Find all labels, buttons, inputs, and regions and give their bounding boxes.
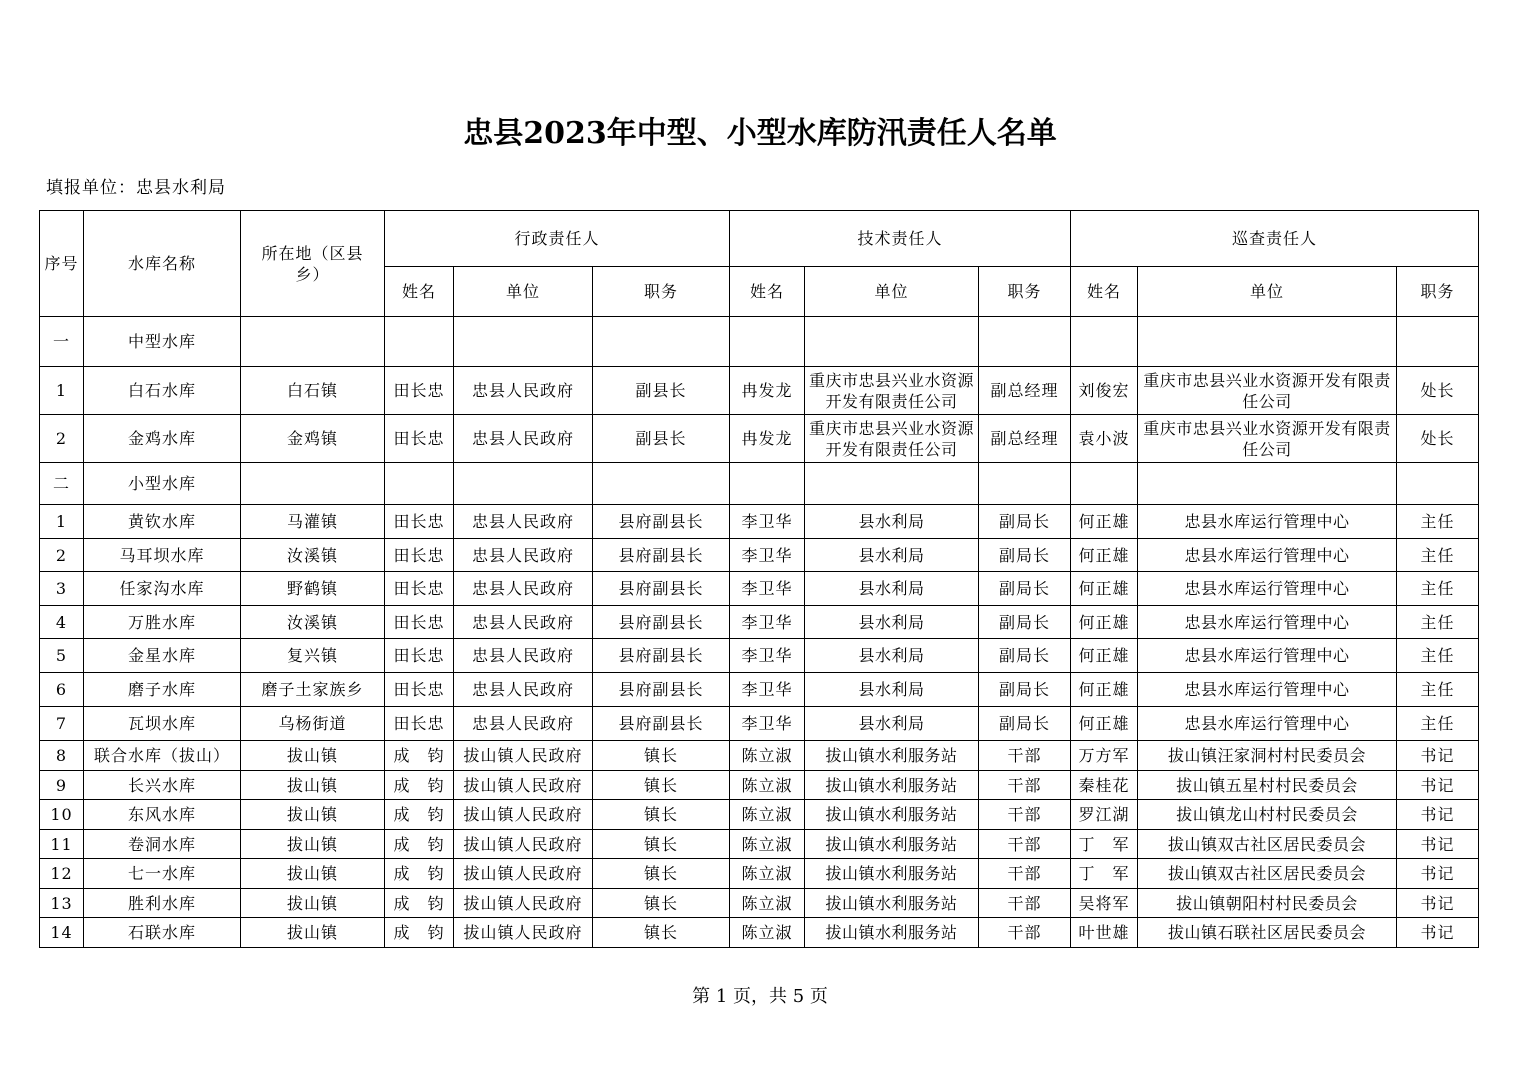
patrol-person: 丁 军: [1071, 859, 1138, 889]
tech-person: 李卫华: [730, 572, 805, 606]
header-tech-duty: 职务: [979, 267, 1071, 317]
patrol-unit: 忠县水库运行管理中心: [1138, 606, 1397, 639]
tech-unit: 县水利局: [805, 505, 979, 539]
patrol-unit: 重庆市忠县兴业水资源开发有限责任公司: [1138, 415, 1397, 463]
empty-cell: [593, 317, 730, 367]
tech-duty: 副局长: [979, 606, 1071, 639]
patrol-unit: 拔山镇龙山村村民委员会: [1138, 800, 1397, 830]
header-location: 所在地（区县乡）: [241, 211, 385, 317]
tech-duty: 干部: [979, 918, 1071, 948]
patrol-person: 丁 军: [1071, 830, 1138, 859]
patrol-unit: 忠县水库运行管理中心: [1138, 572, 1397, 606]
tech-duty: 干部: [979, 859, 1071, 889]
location: 乌杨街道: [241, 707, 385, 741]
tech-unit: 拔山镇水利服务站: [805, 889, 979, 918]
empty-cell: [979, 463, 1071, 505]
empty-cell: [241, 317, 385, 367]
patrol-person: 吴将军: [1071, 889, 1138, 918]
reservoir-name: 石联水库: [84, 918, 241, 948]
patrol-unit: 忠县水库运行管理中心: [1138, 707, 1397, 741]
patrol-unit: 拔山镇汪家洞村村民委员会: [1138, 741, 1397, 771]
location: 磨子土家族乡: [241, 673, 385, 707]
page-title: 忠县2023年中型、小型水库防汛责任人名单: [463, 116, 1057, 151]
tech-duty: 副局长: [979, 673, 1071, 707]
location: 汝溪镇: [241, 539, 385, 572]
table-row: [40, 673, 1479, 707]
admin-duty: 镇长: [593, 859, 730, 889]
row-seq: 4: [40, 606, 84, 639]
row-seq: 8: [40, 741, 84, 771]
patrol-unit: 重庆市忠县兴业水资源开发有限责任公司: [1138, 367, 1397, 415]
patrol-duty: 主任: [1397, 673, 1479, 707]
tech-duty: 副局长: [979, 572, 1071, 606]
admin-unit: 忠县人民政府: [454, 539, 593, 572]
patrol-duty: 主任: [1397, 539, 1479, 572]
location: 拔山镇: [241, 859, 385, 889]
patrol-person: 刘俊宏: [1071, 367, 1138, 415]
header-admin: 行政责任人: [385, 211, 730, 267]
reservoir-name: 白石水库: [84, 367, 241, 415]
location: 复兴镇: [241, 639, 385, 673]
admin-person: 田长忠: [385, 572, 454, 606]
admin-person: 成 钧: [385, 918, 454, 948]
table-row: [40, 889, 1479, 918]
patrol-unit: 拔山镇石联社区居民委员会: [1138, 918, 1397, 948]
table-row: [40, 830, 1479, 859]
patrol-duty: 书记: [1397, 741, 1479, 771]
row-seq: 2: [40, 539, 84, 572]
admin-unit: 拔山镇人民政府: [454, 859, 593, 889]
reservoir-name: 东风水库: [84, 800, 241, 830]
row-seq: 2: [40, 415, 84, 463]
tech-person: 李卫华: [730, 606, 805, 639]
empty-cell: [593, 463, 730, 505]
reservoir-name: 联合水库（拔山）: [84, 741, 241, 771]
row-seq: 7: [40, 707, 84, 741]
table-row: [40, 741, 1479, 771]
row-seq: 1: [40, 505, 84, 539]
tech-duty: 副局长: [979, 539, 1071, 572]
admin-person: 成 钧: [385, 741, 454, 771]
empty-cell: [1071, 317, 1138, 367]
location: 拔山镇: [241, 830, 385, 859]
admin-person: 田长忠: [385, 505, 454, 539]
patrol-duty: 书记: [1397, 800, 1479, 830]
tech-unit: 拔山镇水利服务站: [805, 741, 979, 771]
reservoir-name: 磨子水库: [84, 673, 241, 707]
tech-person: 冉发龙: [730, 367, 805, 415]
tech-person: 陈立淑: [730, 800, 805, 830]
reservoir-name: 金星水库: [84, 639, 241, 673]
patrol-unit: 忠县水库运行管理中心: [1138, 539, 1397, 572]
patrol-duty: 处长: [1397, 367, 1479, 415]
empty-cell: [454, 463, 593, 505]
empty-cell: [1138, 463, 1397, 505]
admin-duty: 镇长: [593, 800, 730, 830]
empty-cell: [1397, 463, 1479, 505]
location: 拔山镇: [241, 918, 385, 948]
admin-person: 成 钧: [385, 859, 454, 889]
header-patrol-unit: 单位: [1138, 267, 1397, 317]
empty-cell: [1071, 463, 1138, 505]
patrol-unit: 拔山镇朝阳村村民委员会: [1138, 889, 1397, 918]
section-no: 一: [40, 317, 84, 367]
tech-person: 李卫华: [730, 707, 805, 741]
admin-duty: 镇长: [593, 741, 730, 771]
patrol-unit: 拔山镇双古社区居民委员会: [1138, 859, 1397, 889]
patrol-person: 何正雄: [1071, 673, 1138, 707]
tech-unit: 县水利局: [805, 673, 979, 707]
header-patrol-person: 姓名: [1071, 267, 1138, 317]
reservoir-name: 马耳坝水库: [84, 539, 241, 572]
header-patrol-duty: 职务: [1397, 267, 1479, 317]
location: 白石镇: [241, 367, 385, 415]
tech-duty: 副局长: [979, 639, 1071, 673]
patrol-person: 何正雄: [1071, 707, 1138, 741]
empty-cell: [979, 317, 1071, 367]
admin-person: 田长忠: [385, 367, 454, 415]
tech-duty: 副局长: [979, 505, 1071, 539]
tech-unit: 县水利局: [805, 606, 979, 639]
admin-person: 田长忠: [385, 707, 454, 741]
patrol-duty: 处长: [1397, 415, 1479, 463]
admin-unit: 忠县人民政府: [454, 673, 593, 707]
admin-duty: 副县长: [593, 415, 730, 463]
empty-cell: [730, 463, 805, 505]
tech-duty: 干部: [979, 889, 1071, 918]
section-no: 二: [40, 463, 84, 505]
reservoir-name: 七一水库: [84, 859, 241, 889]
admin-duty: 镇长: [593, 918, 730, 948]
patrol-unit: 忠县水库运行管理中心: [1138, 673, 1397, 707]
tech-unit: 县水利局: [805, 539, 979, 572]
patrol-duty: 主任: [1397, 505, 1479, 539]
tech-unit: 县水利局: [805, 707, 979, 741]
location: 拔山镇: [241, 741, 385, 771]
section-label: 中型水库: [84, 317, 241, 367]
header-name: 水库名称: [84, 211, 241, 317]
admin-unit: 拔山镇人民政府: [454, 918, 593, 948]
filler-unit: 填报单位：忠县水利局: [46, 178, 226, 198]
admin-unit: 拔山镇人民政府: [454, 830, 593, 859]
location: 拔山镇: [241, 889, 385, 918]
table-row: [40, 572, 1479, 606]
patrol-duty: 主任: [1397, 707, 1479, 741]
tech-unit: 重庆市忠县兴业水资源开发有限责任公司: [805, 367, 979, 415]
header-tech-unit: 单位: [805, 267, 979, 317]
patrol-duty: 主任: [1397, 639, 1479, 673]
table-row: [40, 859, 1479, 889]
tech-duty: 干部: [979, 830, 1071, 859]
patrol-person: 叶世雄: [1071, 918, 1138, 948]
admin-unit: 忠县人民政府: [454, 606, 593, 639]
empty-cell: [1138, 317, 1397, 367]
reservoir-name: 金鸡水库: [84, 415, 241, 463]
table-row: [40, 639, 1479, 673]
section-row: [40, 317, 1479, 367]
admin-unit: 忠县人民政府: [454, 505, 593, 539]
patrol-unit: 拔山镇双古社区居民委员会: [1138, 830, 1397, 859]
row-seq: 11: [40, 830, 84, 859]
tech-duty: 干部: [979, 741, 1071, 771]
reservoir-name: 黄钦水库: [84, 505, 241, 539]
admin-unit: 忠县人民政府: [454, 639, 593, 673]
header-admin-unit: 单位: [454, 267, 593, 317]
tech-unit: 拔山镇水利服务站: [805, 918, 979, 948]
empty-cell: [385, 463, 454, 505]
table-row: [40, 918, 1479, 948]
row-seq: 12: [40, 859, 84, 889]
tech-duty: 副总经理: [979, 415, 1071, 463]
admin-unit: 忠县人民政府: [454, 707, 593, 741]
admin-unit: 忠县人民政府: [454, 572, 593, 606]
patrol-person: 何正雄: [1071, 606, 1138, 639]
empty-cell: [241, 463, 385, 505]
row-seq: 6: [40, 673, 84, 707]
tech-person: 李卫华: [730, 539, 805, 572]
tech-unit: 重庆市忠县兴业水资源开发有限责任公司: [805, 415, 979, 463]
tech-duty: 干部: [979, 800, 1071, 830]
patrol-person: 万方军: [1071, 741, 1138, 771]
admin-unit: 拔山镇人民政府: [454, 771, 593, 800]
patrol-person: 秦桂花: [1071, 771, 1138, 800]
tech-person: 陈立淑: [730, 830, 805, 859]
patrol-unit: 忠县水库运行管理中心: [1138, 505, 1397, 539]
table-row: [40, 539, 1479, 572]
admin-duty: 县府副县长: [593, 505, 730, 539]
patrol-duty: 主任: [1397, 572, 1479, 606]
tech-unit: 县水利局: [805, 639, 979, 673]
empty-cell: [1397, 317, 1479, 367]
row-seq: 1: [40, 367, 84, 415]
reservoir-table: [39, 210, 1479, 948]
tech-person: 冉发龙: [730, 415, 805, 463]
admin-person: 田长忠: [385, 606, 454, 639]
location: 马灌镇: [241, 505, 385, 539]
empty-cell: [730, 317, 805, 367]
patrol-unit: 拔山镇五星村村民委员会: [1138, 771, 1397, 800]
reservoir-name: 胜利水库: [84, 889, 241, 918]
header-tech-person: 姓名: [730, 267, 805, 317]
admin-person: 成 钧: [385, 771, 454, 800]
tech-unit: 拔山镇水利服务站: [805, 859, 979, 889]
admin-duty: 县府副县长: [593, 707, 730, 741]
admin-person: 成 钧: [385, 830, 454, 859]
admin-duty: 镇长: [593, 771, 730, 800]
row-seq: 5: [40, 639, 84, 673]
admin-duty: 县府副县长: [593, 606, 730, 639]
row-seq: 9: [40, 771, 84, 800]
location: 汝溪镇: [241, 606, 385, 639]
empty-cell: [385, 317, 454, 367]
tech-duty: 副总经理: [979, 367, 1071, 415]
reservoir-name: 卷洞水库: [84, 830, 241, 859]
tech-person: 陈立淑: [730, 889, 805, 918]
section-label: 小型水库: [84, 463, 241, 505]
empty-cell: [454, 317, 593, 367]
tech-unit: 拔山镇水利服务站: [805, 800, 979, 830]
tech-unit: 拔山镇水利服务站: [805, 771, 979, 800]
admin-duty: 县府副县长: [593, 673, 730, 707]
row-seq: 14: [40, 918, 84, 948]
tech-person: 陈立淑: [730, 918, 805, 948]
empty-cell: [805, 463, 979, 505]
admin-person: 田长忠: [385, 539, 454, 572]
table-row: [40, 771, 1479, 800]
patrol-duty: 书记: [1397, 830, 1479, 859]
patrol-duty: 书记: [1397, 859, 1479, 889]
tech-unit: 县水利局: [805, 572, 979, 606]
patrol-duty: 书记: [1397, 918, 1479, 948]
tech-person: 陈立淑: [730, 771, 805, 800]
tech-person: 李卫华: [730, 505, 805, 539]
admin-duty: 县府副县长: [593, 572, 730, 606]
patrol-person: 何正雄: [1071, 639, 1138, 673]
admin-unit: 拔山镇人民政府: [454, 889, 593, 918]
patrol-person: 何正雄: [1071, 505, 1138, 539]
admin-person: 田长忠: [385, 415, 454, 463]
row-seq: 13: [40, 889, 84, 918]
location: 拔山镇: [241, 800, 385, 830]
reservoir-name: 瓦坝水库: [84, 707, 241, 741]
table-row: [40, 707, 1479, 741]
admin-duty: 镇长: [593, 889, 730, 918]
tech-person: 陈立淑: [730, 741, 805, 771]
header-row-1: [40, 211, 1479, 267]
patrol-duty: 书记: [1397, 771, 1479, 800]
empty-cell: [805, 317, 979, 367]
page-footer: 第 1 页，共 5 页: [692, 986, 828, 1007]
section-row: [40, 463, 1479, 505]
header-tech: 技术责任人: [730, 211, 1071, 267]
table-row: [40, 415, 1479, 463]
admin-unit: 忠县人民政府: [454, 415, 593, 463]
tech-duty: 副局长: [979, 707, 1071, 741]
admin-duty: 镇长: [593, 830, 730, 859]
admin-person: 成 钧: [385, 889, 454, 918]
reservoir-name: 任家沟水库: [84, 572, 241, 606]
tech-duty: 干部: [979, 771, 1071, 800]
header-admin-duty: 职务: [593, 267, 730, 317]
patrol-unit: 忠县水库运行管理中心: [1138, 639, 1397, 673]
patrol-duty: 主任: [1397, 606, 1479, 639]
header-seq: 序号: [40, 211, 84, 317]
admin-unit: 拔山镇人民政府: [454, 741, 593, 771]
tech-unit: 拔山镇水利服务站: [805, 830, 979, 859]
table-row: [40, 505, 1479, 539]
location: 金鸡镇: [241, 415, 385, 463]
admin-person: 成 钧: [385, 800, 454, 830]
reservoir-name: 长兴水库: [84, 771, 241, 800]
admin-duty: 县府副县长: [593, 539, 730, 572]
table-row: [40, 606, 1479, 639]
admin-duty: 副县长: [593, 367, 730, 415]
patrol-person: 袁小波: [1071, 415, 1138, 463]
admin-unit: 拔山镇人民政府: [454, 800, 593, 830]
tech-person: 陈立淑: [730, 859, 805, 889]
admin-duty: 县府副县长: [593, 639, 730, 673]
patrol-person: 何正雄: [1071, 539, 1138, 572]
reservoir-name: 万胜水库: [84, 606, 241, 639]
admin-person: 田长忠: [385, 673, 454, 707]
tech-person: 李卫华: [730, 639, 805, 673]
header-admin-person: 姓名: [385, 267, 454, 317]
table-row: [40, 367, 1479, 415]
location: 野鹤镇: [241, 572, 385, 606]
header-patrol: 巡查责任人: [1071, 211, 1479, 267]
patrol-duty: 书记: [1397, 889, 1479, 918]
row-seq: 10: [40, 800, 84, 830]
patrol-person: 何正雄: [1071, 572, 1138, 606]
admin-person: 田长忠: [385, 639, 454, 673]
patrol-person: 罗江湖: [1071, 800, 1138, 830]
table-row: [40, 800, 1479, 830]
location: 拔山镇: [241, 771, 385, 800]
tech-person: 李卫华: [730, 673, 805, 707]
admin-unit: 忠县人民政府: [454, 367, 593, 415]
row-seq: 3: [40, 572, 84, 606]
